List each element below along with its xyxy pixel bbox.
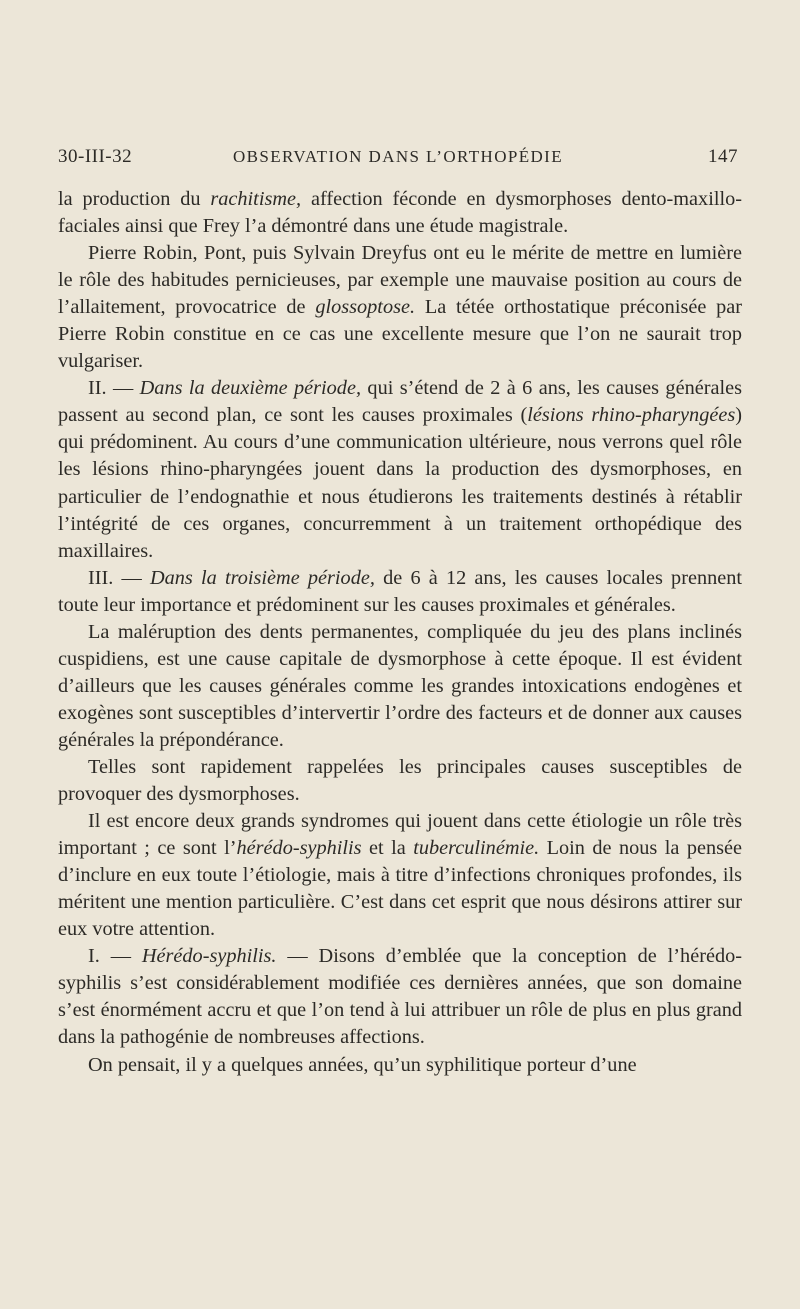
italic-text: rachitisme,	[210, 188, 302, 210]
text-run: de 6 à 12 ans, les causes locales prennent toute leur importance et prédominent sur les causes proximales et générales.	[58, 566, 743, 616]
italic-text: hérédo-syphilis	[236, 837, 362, 860]
body-text	[58, 186, 742, 1079]
paragraph	[58, 754, 742, 808]
text-run: ) qui prédominent. Au cours d’une communication ultérieure, nous verrons quel rôle les lésions rhino-pharyngées jouent dans la production des dysmorphoses, en particulier de l’endognathie et nous étudierons les traitements destinés à rétablir l’intégrité de ces organes, concurremment à un traitement orthopédique des maxillaires.	[58, 404, 742, 562]
page-number: 147	[708, 146, 738, 167]
header-date: 30-III-32	[58, 146, 133, 167]
header-title: OBSERVATION DANS L’ORTHOPÉDIE	[232, 147, 564, 166]
text-run: I. —	[88, 945, 142, 968]
paragraph	[58, 1052, 742, 1079]
text-run: la production du	[58, 188, 211, 210]
paragraph	[58, 186, 742, 240]
paragraph	[58, 565, 742, 619]
text-run: III. —	[88, 566, 150, 589]
italic-text: glossoptose.	[315, 296, 416, 319]
italic-text: Hérédo-syphilis.	[141, 945, 277, 968]
paragraph	[58, 808, 742, 943]
italic-text: lésions rhino-pharyngées	[527, 404, 736, 427]
text-run: On pensait, il y a quelques années, qu’un syphilitique porteur d’une	[88, 1053, 637, 1076]
paragraph	[58, 375, 742, 564]
text-run: et la	[361, 837, 414, 860]
text-run: qui s’étend de 2 à 6 ans, les causes générales passent au second plan, ce sont les causes proximales (	[58, 377, 743, 427]
text-run: — Disons d’emblée que la conception de l’hérédo-syphilis s’est considérablement modifiée ces dernières années, que son domaine s’est énormément accru et que l’on tend à lui attribuer un rôle de plus en plus grand dans la pathogénie de nombreuses affections.	[58, 945, 742, 1049]
text-run: La tétée orthostatique préconisée par Pierre Robin constitue en ce cas une excellente mesure que l’on ne saurait trop vulgariser.	[58, 296, 743, 373]
running-head	[58, 146, 738, 170]
italic-text: Dans la deuxième période,	[139, 377, 362, 400]
text-run: affection féconde en dysmorphoses dento-maxillo-faciales ainsi que Frey l’a démontré dans une étude magistrale.	[58, 188, 742, 238]
paragraph	[58, 943, 742, 1051]
text-run: II. —	[88, 377, 140, 400]
paragraph	[58, 619, 742, 754]
italic-text: Dans la troisième période,	[150, 566, 375, 589]
text-run: Loin de nous la pensée d’inclure en eux toute l’étiologie, mais à titre d’infections chroniques profondes, ils méritent une mention particulière. C’est dans cet esprit que nous désirons attirer sur eux votre attention.	[58, 837, 743, 941]
text-run: Pierre Robin, Pont, puis Sylvain Dreyfus ont eu le mérite de mettre en lumière le rôle des habitudes pernicieuses, par exemple une mauvaise position au cours de l’allaitement, provocatrice de	[58, 242, 742, 319]
text-run: Il est encore deux grands syndromes qui jouent dans cette étiologie un rôle très important ; ce sont l’	[58, 810, 742, 860]
text-run: Telles sont rapidement rappelées les principales causes susceptibles de provoquer des dysmorphoses.	[58, 755, 742, 806]
paragraph	[58, 240, 742, 375]
italic-text: tuberculinémie.	[413, 837, 540, 860]
text-run: La maléruption des dents permanentes, compliquée du jeu des plans inclinés cuspidiens, est une cause capitale de dysmorphose à cette époque. Il est évident d’ailleurs que les causes générales comme les grandes intoxications endogènes et exogènes sont susceptibles d’intervertir l’ordre des facteurs et de donner aux causes générales la prépondérance.	[58, 620, 742, 751]
